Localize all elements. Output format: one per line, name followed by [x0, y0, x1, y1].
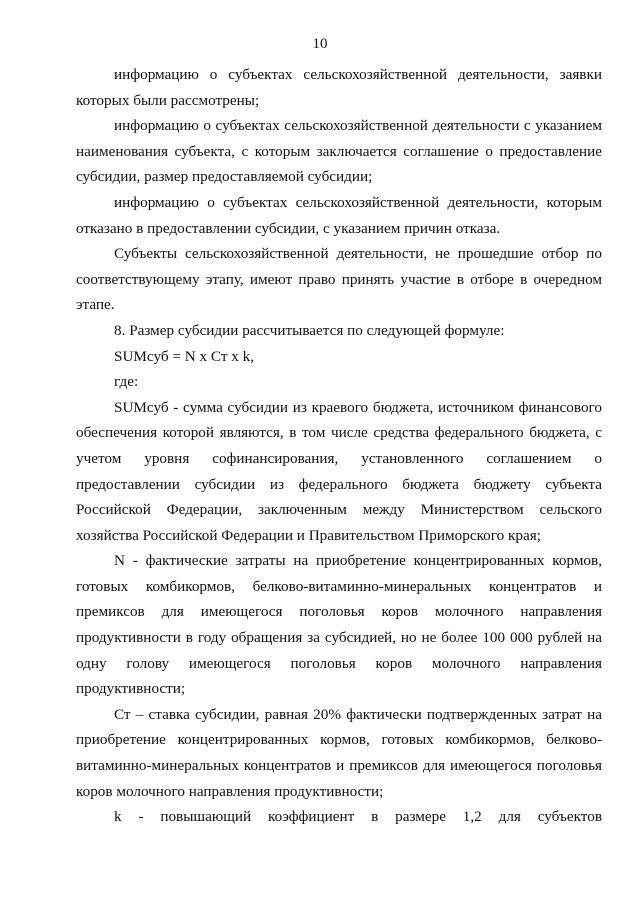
- paragraph-next-stage-right: Субъекты сельскохозяйственной деятельности, не прошедшие отбор по соответствующему этапу, имеют право принять участие в отборе в очередном этапе.: [76, 245, 602, 314]
- body-text: [76, 62, 602, 830]
- paragraph-reviewed-applications: информацию о субъектах сельскохозяйственной деятельности, заявки которых были рассмотрены;: [76, 66, 602, 109]
- paragraph-agreement-subjects: информацию о субъектах сельскохозяйственной деятельности с указанием наименования субъекта, с которым заключается соглашение о предоставление субсидии, размер предоставляемой субсидии;: [76, 117, 602, 186]
- paragraph-where: где:: [114, 373, 139, 391]
- definition-k: k - повышающий коэффициент в размере 1,2 для субъектов: [114, 808, 602, 826]
- paragraph-refused-subjects: информацию о субъектах сельскохозяйственной деятельности, которым отказано в предоставлении субсидии, с указанием причин отказа.: [76, 193, 602, 237]
- definition-n: N - фактические затраты на приобретение концентрированных кормов, готовых комбикормов, белково-витаминно-минеральных концентратов и премиксов для имеющегося поголовья коров молочного направления продуктивности в году обращения за субсидией, но не более 100 000 рублей на одну голову имеющегося поголовья коров молочного направления продуктивности;: [76, 552, 602, 698]
- definition-sum-sub: SUMсуб - сумма субсидии из краевого бюджета, источником финансового обеспечения которой являются, в том числе средства федерального бюджета, с учетом уровня софинансирования, установленного соглашением о предоставлении субсидии из федерального бюджета бюджету субъекта Российской Федерации, заключенным между Министерством сельского хозяйства Российской Федерации и Правительством Приморского края;: [76, 398, 602, 544]
- paragraph-formula-intro: 8. Размер субсидии рассчитывается по следующей формуле:: [114, 321, 505, 339]
- page-number: 10: [312, 36, 328, 52]
- subsidy-formula: SUMсуб = N x Ст x k,: [114, 347, 255, 365]
- definition-st: Ст – ставка субсидии, равная 20% фактически подтвержденных затрат на приобретение концентрированных кормов, готовых комбикормов, белково-витаминно-минеральных концентратов и премиксов для имеющегося поголовья коров молочного направления продуктивности;: [76, 705, 602, 800]
